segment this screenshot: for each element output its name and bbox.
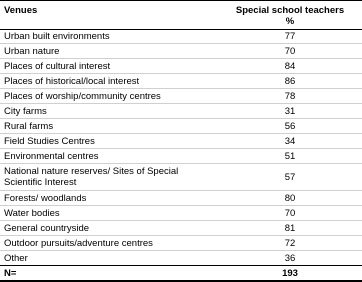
venue-cell: Places of historical/local interest <box>4 75 140 87</box>
venue-cell: Urban nature <box>4 45 60 57</box>
table-row <box>0 149 362 164</box>
percent-cell: 72 <box>284 237 296 249</box>
table-row <box>0 251 362 266</box>
percent-cell: 57 <box>284 171 296 183</box>
percent-cell: 78 <box>284 90 296 102</box>
venue-cell-line1: National nature reserves/ Sites of Special <box>4 166 179 177</box>
table-row <box>0 236 362 251</box>
venue-column-header: Venues <box>4 5 38 16</box>
total-value: 193 <box>282 267 298 279</box>
venue-cell <box>0 166 222 188</box>
table-row <box>0 164 362 191</box>
percent-cell: 51 <box>284 150 296 162</box>
venue-cell: Places of worship/community centres <box>4 90 161 102</box>
table-header <box>0 1 362 30</box>
table-row <box>0 134 362 149</box>
table-row <box>0 119 362 134</box>
table-row <box>0 74 362 89</box>
table-row <box>0 59 362 74</box>
venue-cell: General countryside <box>4 222 90 234</box>
venue-cell: City farms <box>4 105 47 117</box>
percent-cell: 77 <box>284 31 296 42</box>
venue-cell: Field Studies Centres <box>4 135 95 147</box>
venue-cell: Water bodies <box>4 207 60 219</box>
teachers-column-header <box>222 5 358 27</box>
teachers-column-header-line2: % <box>285 16 295 27</box>
venue-cell: Outdoor pursuits/adventure centres <box>4 237 153 249</box>
venue-cell: Other <box>4 252 28 264</box>
percent-cell: 36 <box>284 252 296 264</box>
percent-cell: 81 <box>284 222 296 234</box>
percent-cell: 70 <box>284 207 296 219</box>
percent-cell: 80 <box>284 192 296 204</box>
table-row <box>0 206 362 221</box>
percent-cell: 31 <box>284 105 296 117</box>
percent-cell: 34 <box>284 135 296 147</box>
table-row <box>0 30 362 44</box>
table-row <box>0 104 362 119</box>
table-row <box>0 44 362 59</box>
table-row <box>0 89 362 104</box>
total-label: N= <box>4 267 17 279</box>
teachers-column-header-line1: Special school teachers <box>235 5 345 16</box>
venue-cell: Places of cultural interest <box>4 60 111 72</box>
percent-cell: 84 <box>284 60 296 72</box>
percent-cell: 70 <box>284 45 296 57</box>
venue-cell-line2: Scientific Interest <box>4 177 77 188</box>
venue-cell: Rural farms <box>4 120 54 132</box>
venue-cell: Environmental centres <box>4 150 99 162</box>
venue-cell: Forests/ woodlands <box>4 192 87 204</box>
total-row <box>0 266 362 282</box>
table-row <box>0 191 362 206</box>
venue-cell: Urban built environments <box>4 31 110 42</box>
table-row <box>0 221 362 236</box>
percent-cell: 56 <box>284 120 296 132</box>
percent-cell: 86 <box>284 75 296 87</box>
